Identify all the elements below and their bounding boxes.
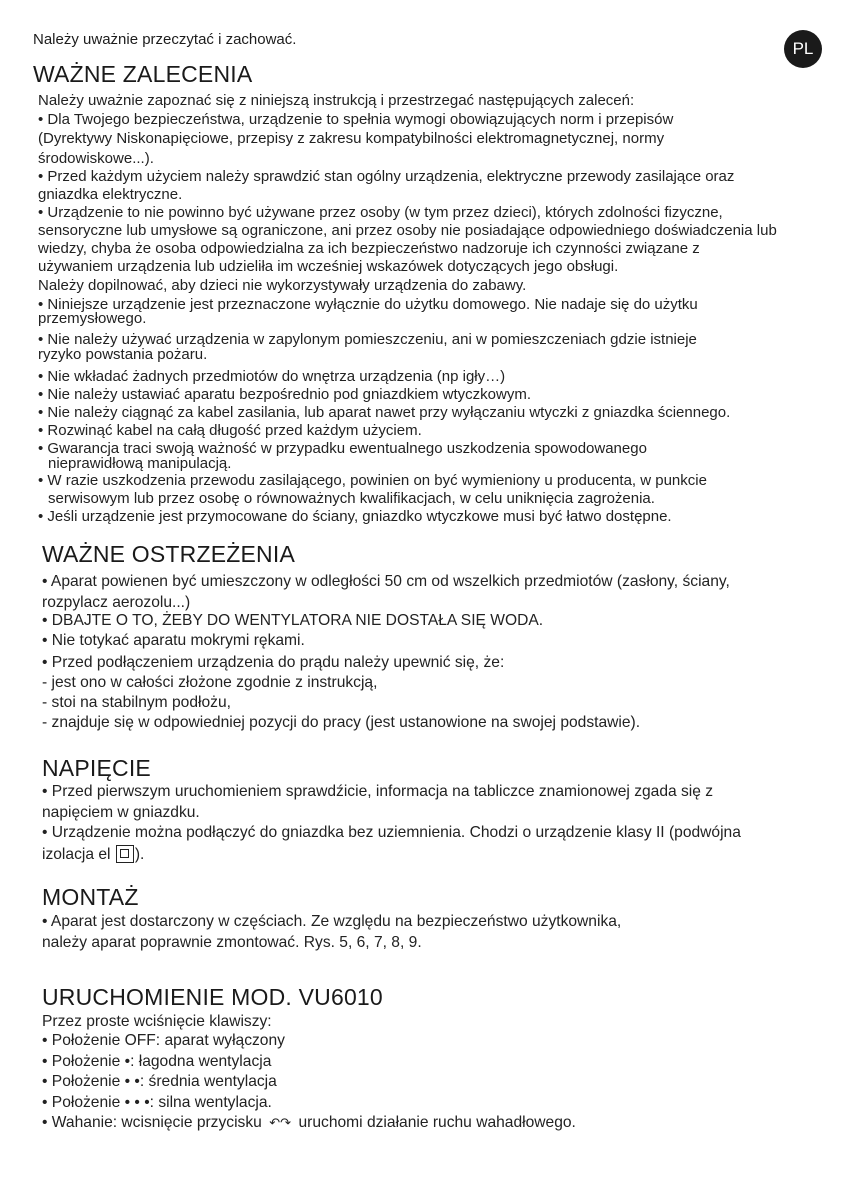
- text-line: • Położenie OFF: aparat wyłączony: [42, 1032, 285, 1049]
- text-line: - znajduje się w odpowiedniej pozycji do pracy (jest ustanowione na swojej podstawie).: [42, 714, 641, 731]
- text-fragment: • Wahanie: wcisnięcie przycisku: [42, 1114, 262, 1131]
- text-line: • Niniejsze urządzenie jest przeznaczone wyłącznie do użytku domowego. Nie nadaje się do użytku: [38, 296, 698, 313]
- text-fragment: izolacja el: [42, 846, 111, 863]
- text-line: (Dyrektywy Niskonapięciowe, przepisy z zakresu kompatybilności elektromagnetycznej, normy: [38, 130, 665, 147]
- text-line: - stoi na stabilnym podłożu,: [42, 694, 231, 711]
- text-line: • Przed każdym użyciem należy sprawdzić stan ogólny urządzenia, elektryczne przewody zasilające oraz: [38, 168, 735, 185]
- text-line: • Jeśli urządzenie jest przymocowane do ściany, gniazdko wtyczkowe musi być łatwo dostępne.: [38, 508, 672, 525]
- text-line: wiedzy, chyba że osoba odpowiedzialna za ich bezpieczeństwo nadzoruje ich czynności związane z: [38, 240, 700, 257]
- text-line: Przez proste wciśnięcie klawiszy:: [42, 1013, 272, 1030]
- text-line: środowiskowe...).: [38, 150, 154, 167]
- text-line: serwisowym lub przez osobę o równoważnych kwalifikacjach, w celu uniknięcia zagrożenia.: [48, 490, 655, 507]
- text-line: napięciem w gniazdku.: [42, 804, 200, 821]
- text-line: Należy dopilnować, aby dzieci nie wykorzystywały urządzenia do zabawy.: [38, 277, 527, 294]
- text-fragment: ).: [134, 846, 145, 863]
- text-line: gniazdka elektryczne.: [38, 186, 183, 203]
- text-line: • W razie uszkodzenia przewodu zasilającego, powinien on być wymieniony u producenta, w punkcie: [38, 472, 707, 489]
- text-line: przemysłowego.: [38, 310, 147, 327]
- text-line: • Rozwinąć kabel na całą długość przed każdym użyciem.: [38, 422, 422, 439]
- text-line: • Nie należy używać urządzenia w zapylonym pomieszczeniu, ani w pomieszczeniach gdzie istnieje: [38, 331, 697, 348]
- text-line: • Nie wkładać żadnych przedmiotów do wnętrza urządzenia (np igły…): [38, 368, 506, 385]
- intro-note: Należy uważnie przeczytać i zachować.: [33, 31, 297, 48]
- section-title-uruchomienie: URUCHOMIENIE MOD. VU6010: [42, 984, 383, 1010]
- text-line: należy aparat poprawnie zmontować. Rys. 5, 6, 7, 8, 9.: [42, 934, 422, 951]
- language-badge: PL: [784, 30, 822, 68]
- text-line: • Aparat jest dostarczony w częściach. Ze względu na bezpieczeństwo użytkownika,: [42, 913, 622, 930]
- text-line: • Urządzenie można podłączyć do gniazdka bez uziemnienia. Chodzi o urządzenie klasy II (podwójna: [42, 824, 741, 841]
- text-line: używaniem urządzenia lub udzieliła im wcześniej wskazówek dotyczących jego obsługi.: [38, 258, 619, 275]
- oscillation-icon: ↶↷: [269, 1115, 292, 1130]
- text-line: Należy uważnie zapoznać się z niniejszą instrukcją i przestrzegać następujących zaleceń:: [38, 92, 635, 109]
- text-line: • DBAJTE O TO, ŻEBY DO WENTYLATORA NIE DOSTAŁA SIĘ WODA.: [42, 612, 544, 629]
- text-line: [42, 845, 144, 864]
- section-title-napiecie: NAPIĘCIE: [42, 755, 151, 781]
- text-line: • Przed podłączeniem urządzenia do prądu należy upewnić się, że:: [42, 654, 505, 671]
- text-line: • Przed pierwszym uruchomieniem sprawdźicie, informacja na tabliczce znamionowej zgada się z: [42, 783, 714, 800]
- text-line: • Położenie • • •: silna wentylacja.: [42, 1094, 272, 1111]
- text-fragment: uruchomi działanie ruchu wahadłowego.: [298, 1114, 576, 1131]
- text-line: nieprawidłową manipulacją.: [48, 455, 232, 472]
- text-line: - jest ono w całości złożone zgodnie z instrukcją,: [42, 674, 378, 691]
- section-title-montaz: MONTAŻ: [42, 884, 139, 910]
- text-line: rozpylacz aerozolu...): [42, 594, 191, 611]
- text-line: • Położenie •: łagodna wentylacja: [42, 1053, 272, 1070]
- text-line: [42, 1114, 576, 1132]
- text-line: • Nie należy ustawiać aparatu bezpośrednio pod gniazdkiem wtyczkowym.: [38, 386, 531, 403]
- section-title-ostrzezenia: WAŻNE OSTRZEŻENIA: [42, 541, 295, 567]
- text-line: • Gwarancja traci swoją ważność w przypadku ewentualnego uszkodzenia spowodowanego: [38, 440, 647, 457]
- text-line: sensoryczne lub umysłowe są ograniczone, ani przez osoby nie posiadające odpowiedniego doświadczenia lub: [38, 222, 777, 239]
- text-line: • Urządzenie to nie powinno być używane przez osoby (w tym przez dzieci), których zdolności fizyczne,: [38, 204, 723, 221]
- section-title-zalecenia: WAŻNE ZALECENIA: [33, 61, 253, 87]
- text-line: • Dla Twojego bezpieczeństwa, urządzenie to spełnia wymogi obowiązujących norm i przepisów: [38, 111, 674, 128]
- text-line: • Nie totykać aparatu mokrymi rękami.: [42, 632, 305, 649]
- text-line: • Położenie • •: średnia wentylacja: [42, 1073, 277, 1090]
- text-line: ryzyko powstania pożaru.: [38, 346, 208, 363]
- text-line: • Nie należy ciągnąć za kabel zasilania, lub aparat nawet przy wyłączaniu wtyczki z gniazdka ściennego.: [38, 404, 731, 421]
- class-ii-double-insulation-icon: [116, 845, 134, 863]
- text-line: • Aparat powienen być umieszczony w odległości 50 cm od wszelkich przedmiotów (zasłony, ściany,: [42, 573, 730, 590]
